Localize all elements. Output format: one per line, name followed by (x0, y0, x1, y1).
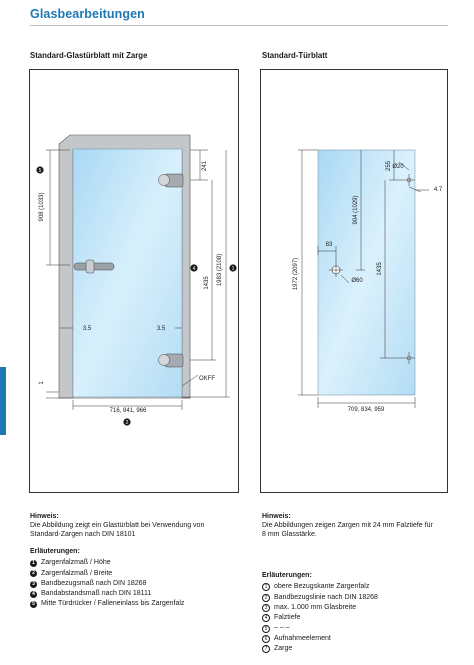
page-title: Glasbearbeitungen (30, 7, 145, 21)
left-legend-item: 3 Bandbezugsmaß nach DIN 18268 (30, 579, 184, 589)
dim-top: 255 (386, 160, 392, 172)
left-legend-item: 2 Zargenfalzmaß / Breite (30, 569, 184, 579)
dim-lower: 1435 (377, 262, 383, 276)
dim-floor: 1 (39, 381, 45, 385)
dim-left-offset: 3.5 (82, 326, 92, 332)
right-legend-item: 2 Bandbezugslinie nach DIN 18268 (262, 593, 378, 603)
marker-1 (229, 264, 236, 272)
dim-right-offset: 3.5 (156, 326, 166, 332)
dim-height-inner: 1983 (2108) (217, 253, 223, 287)
left-legend-item: 1 Zargenfalzmaß / Höhe (30, 558, 184, 568)
right-legend (262, 571, 378, 654)
svg-text:2: 2 (125, 420, 129, 426)
right-legend-item: 7 Zarge (262, 644, 378, 654)
dim-upper: 904 (1029) (353, 195, 359, 225)
left-legend (30, 547, 184, 610)
right-legend-item: 4 Falztiefe (262, 613, 378, 623)
marker-2 (123, 418, 130, 426)
marker-5 (36, 166, 43, 174)
section-accent-bar (0, 367, 6, 435)
dim-door-height: 1435 (204, 276, 210, 290)
dim-top-right: 241 (202, 160, 208, 172)
left-section-title: Standard-Glastürblatt mit Zarge (30, 51, 148, 60)
title-rule (30, 25, 448, 26)
hinge-bottom (159, 354, 184, 367)
right-legend-item: 3 max. 1.000 mm Glasbreite (262, 603, 378, 613)
left-note-line-1: Die Abbildung zeigt ein Glastürblatt bei Verwendung von (30, 521, 205, 529)
right-note-line-2: 8 mm Glasstärke. (262, 530, 317, 538)
right-note-line-1: Die Abbildungen zeigen Zargen mit 24 mm Falztiefe für (262, 521, 433, 529)
dim-width: 716, 841, 966 (109, 408, 147, 414)
svg-text:4: 4 (192, 266, 196, 272)
right-section-title: Standard-Türblatt (262, 51, 328, 60)
left-legend-item: 4 Bandabstandsmaß nach DIN 18111 (30, 589, 184, 599)
dim-hole-small: Ø20 (392, 164, 404, 170)
svg-text:1: 1 (231, 266, 235, 272)
left-legend-heading: Erläuterungen: (30, 548, 80, 555)
left-drawing (30, 70, 240, 494)
left-drawing-panel (29, 69, 239, 493)
dim-width: 709, 834, 959 (347, 407, 385, 413)
right-legend-heading: Erläuterungen: (262, 572, 312, 579)
right-legend-item: 5 – – – (262, 623, 378, 633)
right-note (262, 513, 433, 539)
dim-height-outer: 908 (1033) (39, 192, 45, 222)
left-note-line-2: Standard-Zargen nach DIN 18101 (30, 530, 136, 538)
okff-label: OKFF (199, 376, 215, 382)
right-drawing (261, 70, 449, 494)
dim-handle-dist: 83 (325, 242, 333, 248)
right-legend-item: 6 Aufnahmeelement (262, 634, 378, 644)
left-note-heading: Hinweis: (30, 513, 59, 520)
dim-hole-big: Ø60 (351, 278, 363, 284)
left-note (30, 513, 204, 539)
right-note-heading: Hinweis: (262, 513, 291, 520)
dim-edge: 4.7 (433, 187, 443, 193)
marker-4 (190, 264, 197, 272)
right-drawing-panel (260, 69, 448, 493)
hinge-top (159, 174, 184, 187)
left-legend-item: 5 Mitte Türdrücker / Falleneinlass bis Zargenfalz (30, 599, 184, 609)
dim-total: 1972 (2097) (293, 257, 299, 291)
right-legend-item: 1 obere Bezugskante Zargenfalz (262, 582, 378, 592)
svg-text:5: 5 (38, 168, 42, 174)
